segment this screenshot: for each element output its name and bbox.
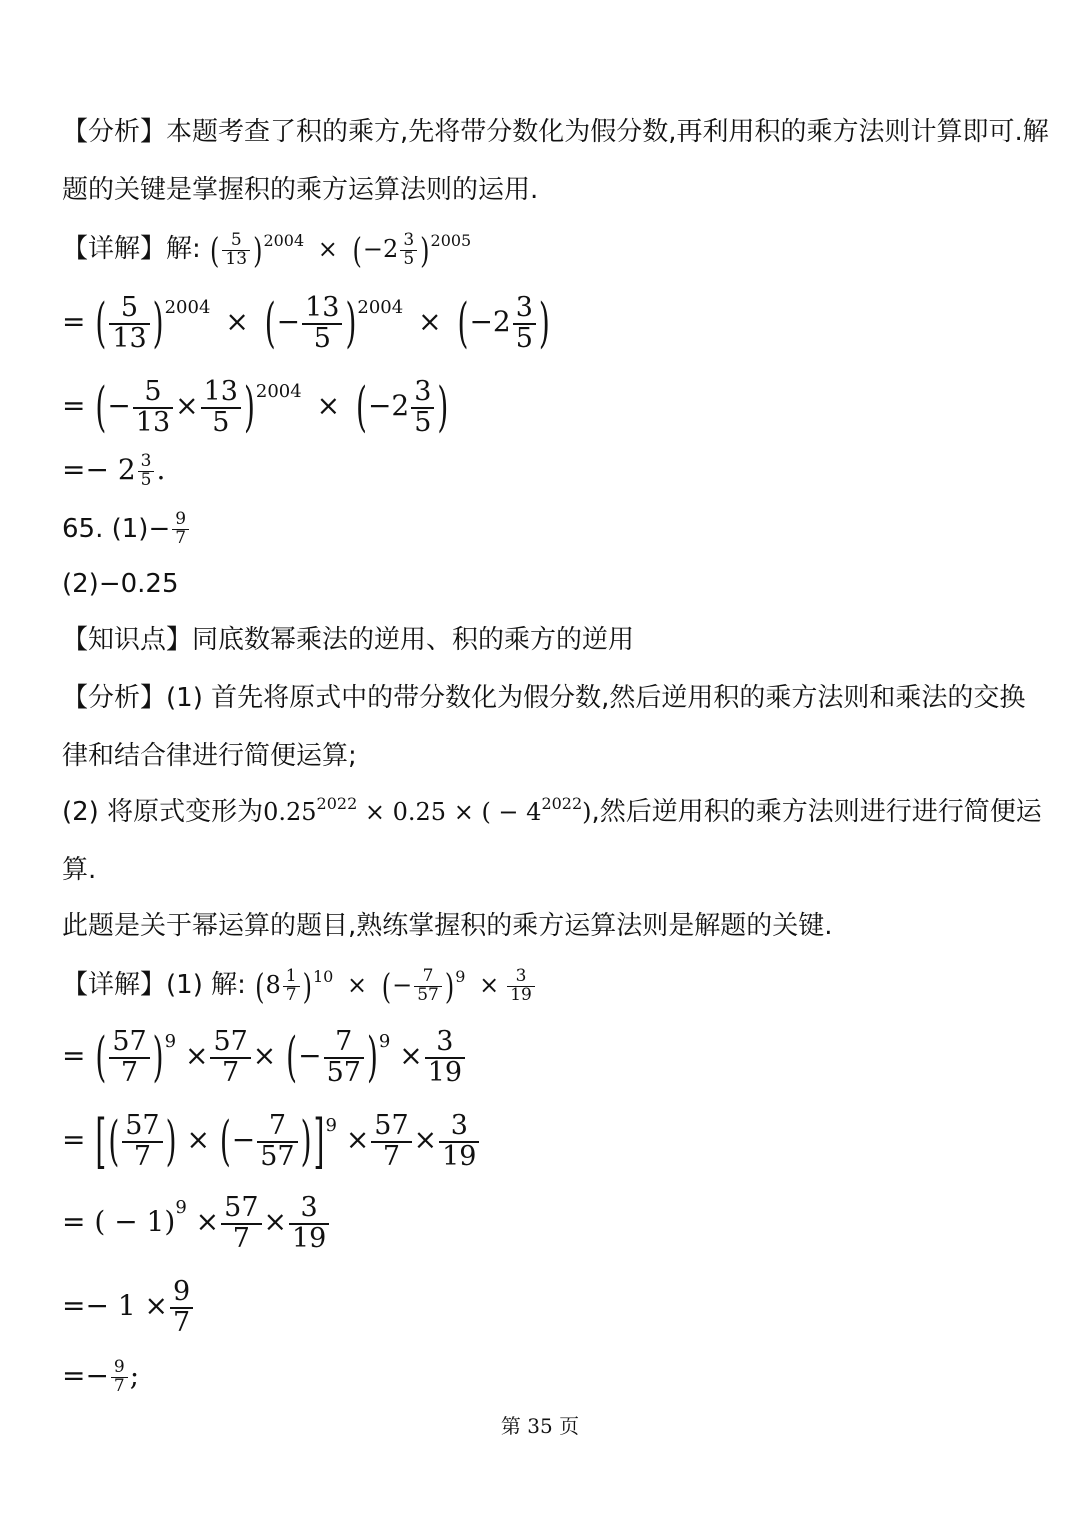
- analysis2-line-5: 此题是关于幂运算的题目,熟练掌握积的乘方运算法则是解题的关键.: [62, 911, 833, 941]
- equation2-line-5: =− 1 × $\frac{9}{7}$: [62, 1276, 1025, 1337]
- equation2-line-3: = [( $\frac{57}{7}$ ) × (− $\frac{7}{57}$ )]$^9$ × $\frac{57}{7}$ × $\frac{3}{19}$: [62, 1110, 1025, 1172]
- equation2-line-2: = ( $\frac{57}{7}$ )$^9$ × $\frac{57}{7}$ × (− $\frac{7}{57}$ )$^9$ × $\frac{3}{19}$: [62, 1026, 1025, 1088]
- fraction: $\frac{57}{7}$: [210, 1028, 250, 1087]
- fraction: $\frac{57}{7}$: [371, 1112, 411, 1171]
- fraction: $\frac{3}{19}$: [507, 968, 535, 1005]
- fraction: $\frac{3}{5}$: [513, 294, 536, 353]
- q65-line-2: (2)−0.25: [62, 569, 179, 599]
- equation-line-3: = (− $\frac{5}{13}$ × $\frac{13}{5}$ )$^{2004}$ × (−2 $\frac{3}{5}$ ): [62, 375, 449, 438]
- fraction: $\frac{3}{5}$: [138, 453, 155, 490]
- analysis-text: 本题考查了积的乘方,先将带分数化为假分数,再利用积的乘方法则计算即可.解: [166, 117, 1049, 147]
- fraction: $\frac{5}{13}$: [133, 378, 173, 437]
- fraction: $\frac{3}{19}$: [425, 1028, 465, 1087]
- kp-text: 同底数幂乘法的逆用、积的乘方的逆用: [192, 625, 635, 655]
- fraction: $\frac{57}{7}$: [109, 1028, 149, 1087]
- fraction: $\frac{7}{57}$: [257, 1112, 297, 1171]
- equation2-line-4: = ( − 1)$^9$ × $\frac{57}{7}$ × $\frac{3}{19}$: [62, 1192, 1025, 1253]
- analysis-line-2: [62, 170, 1025, 210]
- equation-line-4: =− 2 $\frac{3}{5}$ .: [62, 451, 166, 490]
- fraction: $\frac{13}{5}$: [302, 294, 342, 353]
- fraction: $\frac{9}{7}$: [172, 511, 189, 548]
- analysis2-line-4: 算.: [62, 855, 97, 885]
- equation2-line-6: =− $\frac{9}{7}$ ;: [62, 1357, 140, 1396]
- fraction: $\frac{1}{7}$: [283, 968, 300, 1005]
- detail2-tag: 【详解】: [62, 970, 167, 1000]
- q65-line-1: 65. (1)− $\frac{9}{7}$: [62, 506, 1025, 552]
- analysis2-line-3: (2) 将原式变形为$0.25^{2022} \times 0.25$ × ( − $4^{2022}$),然后逆用积的乘方法则进行进行简便运: [62, 794, 1042, 827]
- fraction: $\frac{3}{19}$: [289, 1194, 329, 1253]
- fraction: $\frac{57}{7}$: [221, 1194, 261, 1253]
- question-number: 65.: [62, 514, 104, 544]
- fraction: $\frac{57}{7}$: [122, 1112, 162, 1171]
- analysis2-line-1: 【分析】(1) 首先将原式中的带分数化为假分数,然后逆用积的乘方法则和乘法的交换: [62, 683, 1026, 713]
- fraction: $\frac{5}{13}$: [109, 294, 149, 353]
- fraction: $\frac{13}{5}$: [201, 378, 241, 437]
- knowledge-point: [62, 620, 1025, 660]
- page-footer: 第 35 页: [500, 1414, 580, 1438]
- analysis-tag: 【分析】: [62, 117, 167, 147]
- expr-1: ( $\frac{5}{13}$ )$^{2004}$ × (−2 $\frac{3}{5}$ )$^{2005}$: [210, 230, 472, 271]
- fraction: $\frac{7}{57}$: [414, 968, 442, 1005]
- detail-lead: 解:: [166, 234, 201, 264]
- fraction: $\frac{3}{5}$: [411, 378, 434, 437]
- analysis2-line-2: 律和结合律进行简便运算;: [62, 741, 357, 771]
- analysis2-tag: 【分析】: [62, 683, 167, 713]
- kp-tag: 【知识点】: [62, 625, 193, 655]
- analysis-text-cont: 题的关键是掌握积的乘方运算法则的运用.: [62, 175, 539, 205]
- detail-tag: 【详解】: [62, 234, 167, 264]
- fraction: $\frac{7}{57}$: [324, 1028, 364, 1087]
- analysis-line-1: [62, 112, 1049, 152]
- fraction: $\frac{9}{7}$: [170, 1278, 193, 1337]
- fraction: $\frac{5}{13}$: [222, 232, 250, 269]
- fraction: $\frac{3}{5}$: [400, 232, 417, 269]
- fraction: $\frac{9}{7}$: [111, 1359, 128, 1396]
- detail2-line-1: 【详解】(1) 解: (8 $\frac{1}{7}$ )$^{10}$ × (− $\frac{7}{57}$ )$^9$ × $\frac{3}{19}$: [62, 958, 1025, 1014]
- fraction: $\frac{3}{19}$: [439, 1112, 479, 1171]
- equation-line-2: = ( $\frac{5}{13}$ )$^{2004}$ × (− $\frac{13}{5}$ )$^{2004}$ × (−2 $\frac{3}{5}$ ): [62, 291, 550, 354]
